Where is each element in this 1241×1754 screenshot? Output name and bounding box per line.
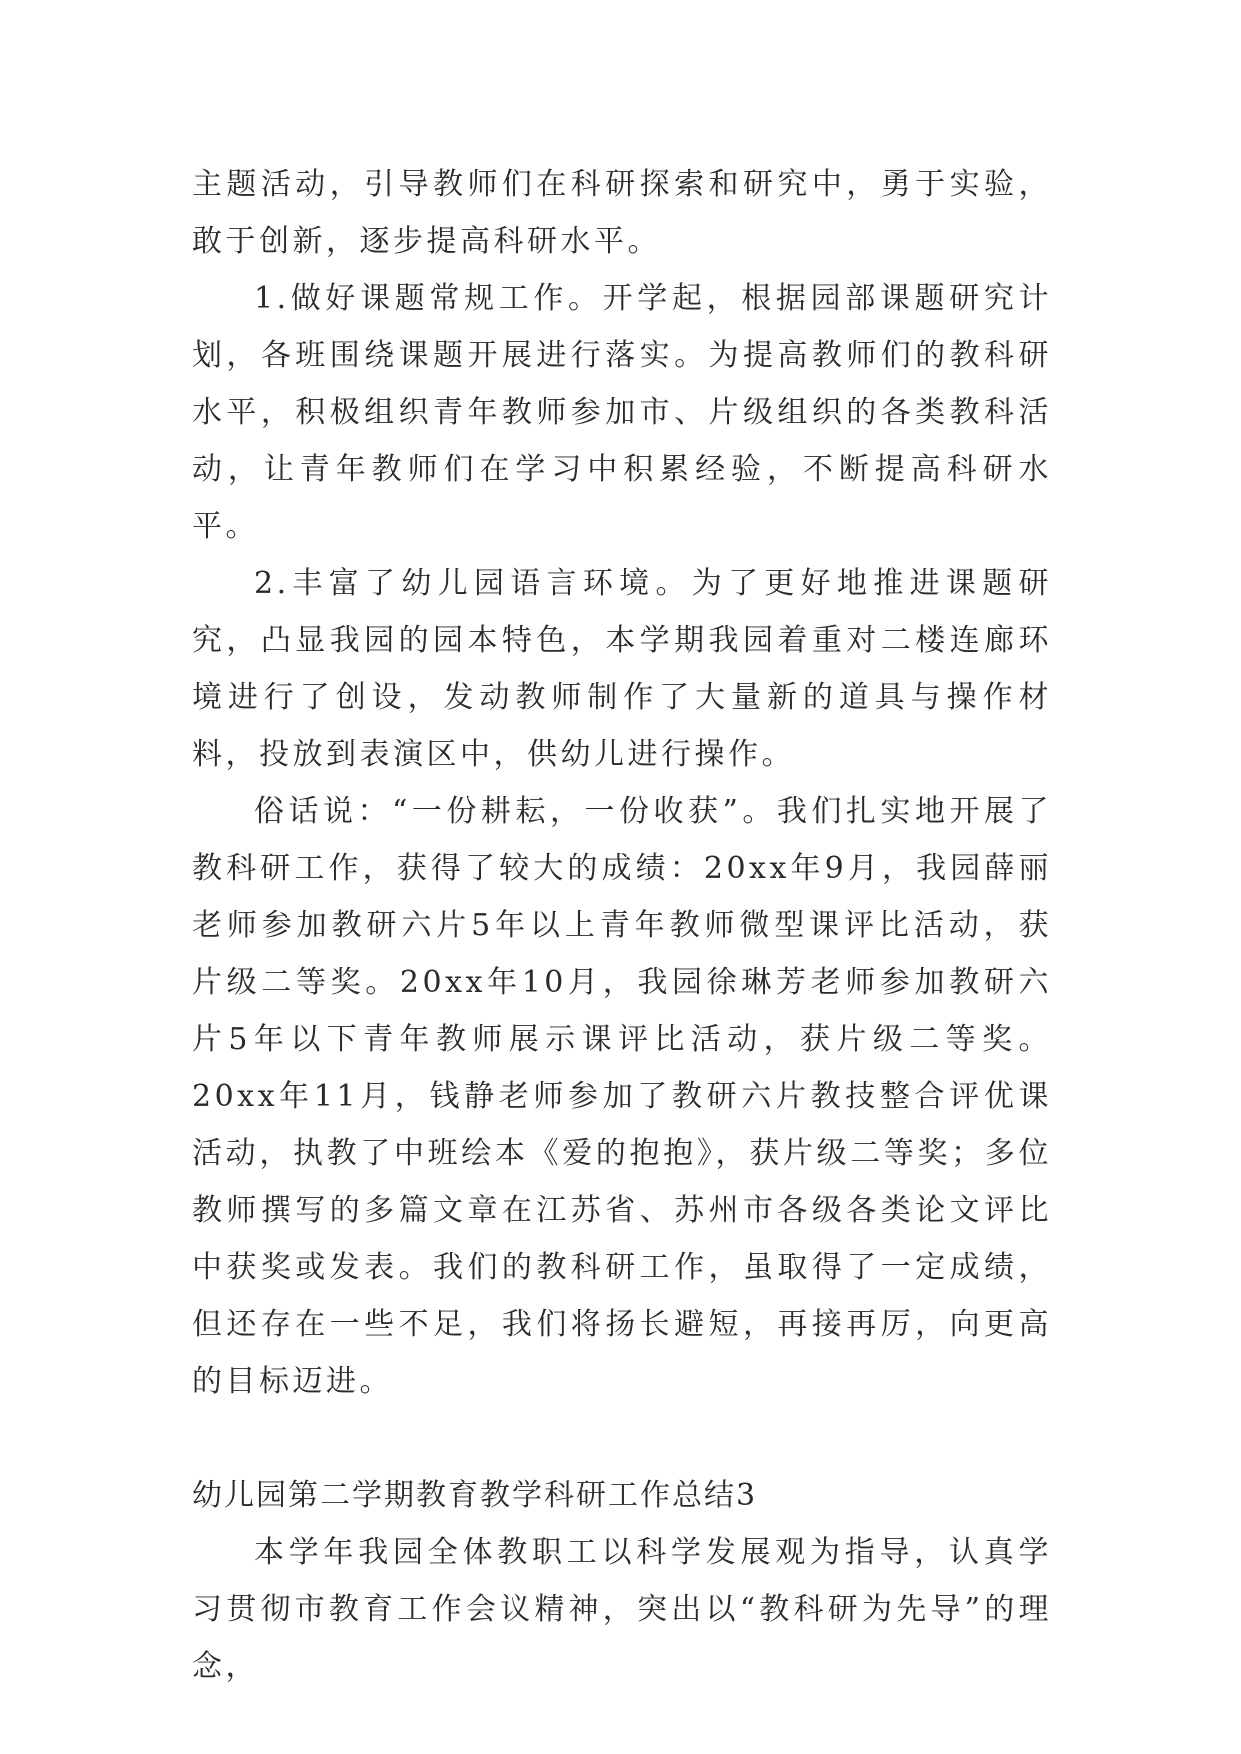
paragraph-section-intro: 本学年我园全体教职工以科学发展观为指导，认真学习贯彻市教育工作会议精神，突出以“教科研为先导”的理念， [192, 1535, 1052, 1684]
paragraph-item-1: 1.做好课题常规工作。开学起，根据园部课题研究计划，各班围绕课题开展进行落实。为提高教师们的教科研水平，积极组织青年教师参加市、片级组织的各类教科活动，让青年教师们在学习中积累经验，不断提高科研水平。 [192, 281, 1052, 544]
paragraph-achievements: 俗话说：“一份耕耘，一份收获”。我们扎实地开展了教科研工作，获得了较大的成绩：20xx年9月，我园薛丽老师参加教研六片5年以上青年教师微型课评比活动，获片级二等奖。20xx年10月，我园徐琳芳老师参加教研六片5年以下青年教师展示课评比活动，获片级二等奖。20xx年11月，钱静老师参加了教研六片教技整合评优课活动，执教了中班绘本《爱的抱抱》，获片级二等奖；多位教师撰写的多篇文章在江苏省、苏州市各级各类论文评比中获奖或发表。我们的教科研工作，虽取得了一定成绩，但还存在一些不足，我们将扬长避短，再接再厉，向更高的目标迈进。 [192, 794, 1052, 1399]
section-heading: 幼儿园第二学期教育教学科研工作总结3 [192, 1478, 758, 1513]
paragraph-item-2: 2.丰富了幼儿园语言环境。为了更好地推进课题研究，凸显我园的园本特色，本学期我园着重对二楼连廊环境进行了创设，发动教师制作了大量新的道具与操作材料，投放到表演区中，供幼儿进行操作。 [192, 566, 1052, 772]
document-body [192, 156, 1052, 1695]
paragraph-continuation: 主题活动，引导教师们在科研探索和研究中，勇于实验，敢于创新，逐步提高科研水平。 [192, 167, 1052, 259]
